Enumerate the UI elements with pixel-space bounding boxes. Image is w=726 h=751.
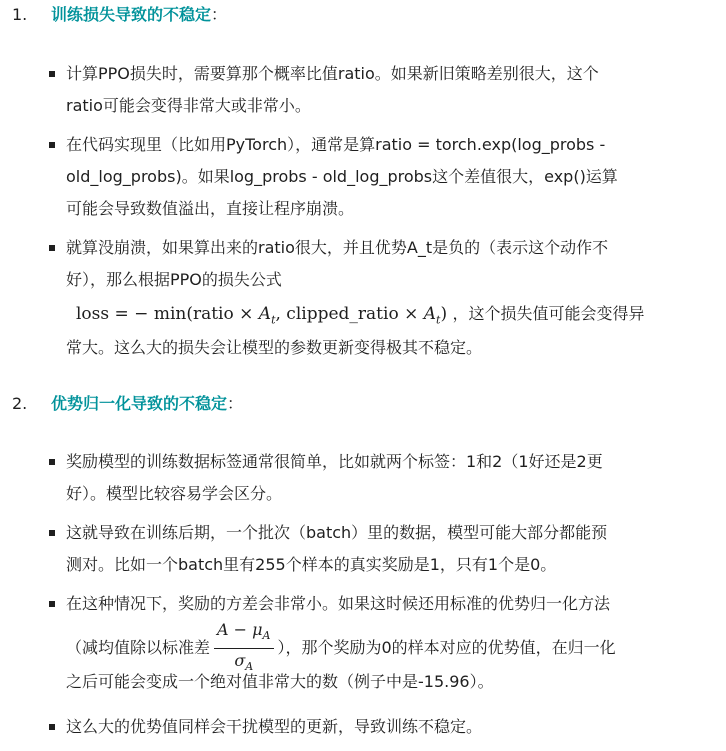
- text-line: 常大。这么大的损失会让模型的参数更新变得极其不稳定。: [66, 338, 483, 357]
- text-line: 在代码实现里（比如用PyTorch），通常是算ratio = torch.exp(log_probs -: [66, 135, 606, 154]
- text-line: 就算没崩溃，如果算出来的ratio很大，并且优势A_t是负的（表示这个动作不: [66, 238, 609, 257]
- bullet-text: [66, 588, 718, 698]
- fraction-denominator: $\sigma_A$: [234, 651, 254, 674]
- text-line: 好）。模型比较容易学会区分。: [66, 484, 283, 503]
- section-heading: [51, 0, 227, 30]
- formula-trailing-text: ，这个损失值可能会变得异: [452, 304, 645, 323]
- section-heading: [51, 389, 243, 419]
- bullet-text: [66, 711, 718, 743]
- bullet-marker: [49, 601, 55, 607]
- section-title-suffix: ：: [211, 5, 228, 24]
- text-line: 计算PPO损失时，需要算那个概率比值ratio。如果新旧策略差别很大，这个: [66, 64, 599, 83]
- bullet-marker: [49, 71, 55, 77]
- text-line: 在这种情况下，奖励的方差会非常小。如果这时候还用标准的优势归一化方法: [66, 594, 611, 613]
- text-line: 这就导致在训练后期，一个批次（batch）里的数据，模型可能大部分都能预: [66, 523, 608, 542]
- bullet-marker: [49, 530, 55, 536]
- text-line: ratio可能会变得非常大或非常小。: [66, 96, 311, 115]
- text-line: 好），那么根据PPO的损失公式: [66, 270, 282, 289]
- fraction-trailing-text: ），那个奖励为0的样本对应的优势值，在归一化: [277, 638, 616, 658]
- bullet-marker: [49, 459, 55, 465]
- bullet-text: [66, 129, 718, 225]
- bullet-text: [66, 58, 718, 122]
- text-line: 之后可能会变成一个绝对值非常大的数（例子中是-15.96）。: [66, 672, 494, 691]
- bullet-text: [66, 446, 718, 510]
- fraction-leading-text: （减均值除以标准差: [66, 638, 211, 658]
- section-number: 1.: [12, 5, 28, 24]
- loss-formula: loss = − min(ratio × $A_t$, clipped_ratio × $A_t$): [76, 304, 448, 327]
- text-line: 这么大的优势值同样会干扰模型的更新，导致训练不稳定。: [66, 717, 483, 736]
- bullet-marker: [49, 245, 55, 251]
- section-title: 优势归一化导致的不稳定: [51, 394, 228, 413]
- text-line: 测对。比如一个batch里有255个样本的真实奖励是1，只有1个是0。: [66, 555, 557, 574]
- text-line: old_log_probs)。如果log_probs - old_log_probs这个差值很大，exp()运算: [66, 167, 618, 186]
- bullet-text: [66, 232, 718, 364]
- section-title: 训练损失导致的不稳定: [51, 5, 212, 24]
- section-number: 2.: [12, 394, 28, 413]
- section-title-suffix: ：: [227, 394, 244, 413]
- fraction-numerator: $A - \mu_A$: [214, 620, 273, 649]
- fraction-line: [66, 620, 718, 674]
- bullet-text: [66, 517, 718, 581]
- bullet-marker: [49, 724, 55, 730]
- text-line: 可能会导致数值溢出，直接让程序崩溃。: [66, 199, 355, 218]
- text-line: 奖励模型的训练数据标签通常很简单，比如就两个标签：1和2（1好还是2更: [66, 452, 603, 471]
- formula-line: [66, 296, 718, 332]
- bullet-marker: [49, 142, 55, 148]
